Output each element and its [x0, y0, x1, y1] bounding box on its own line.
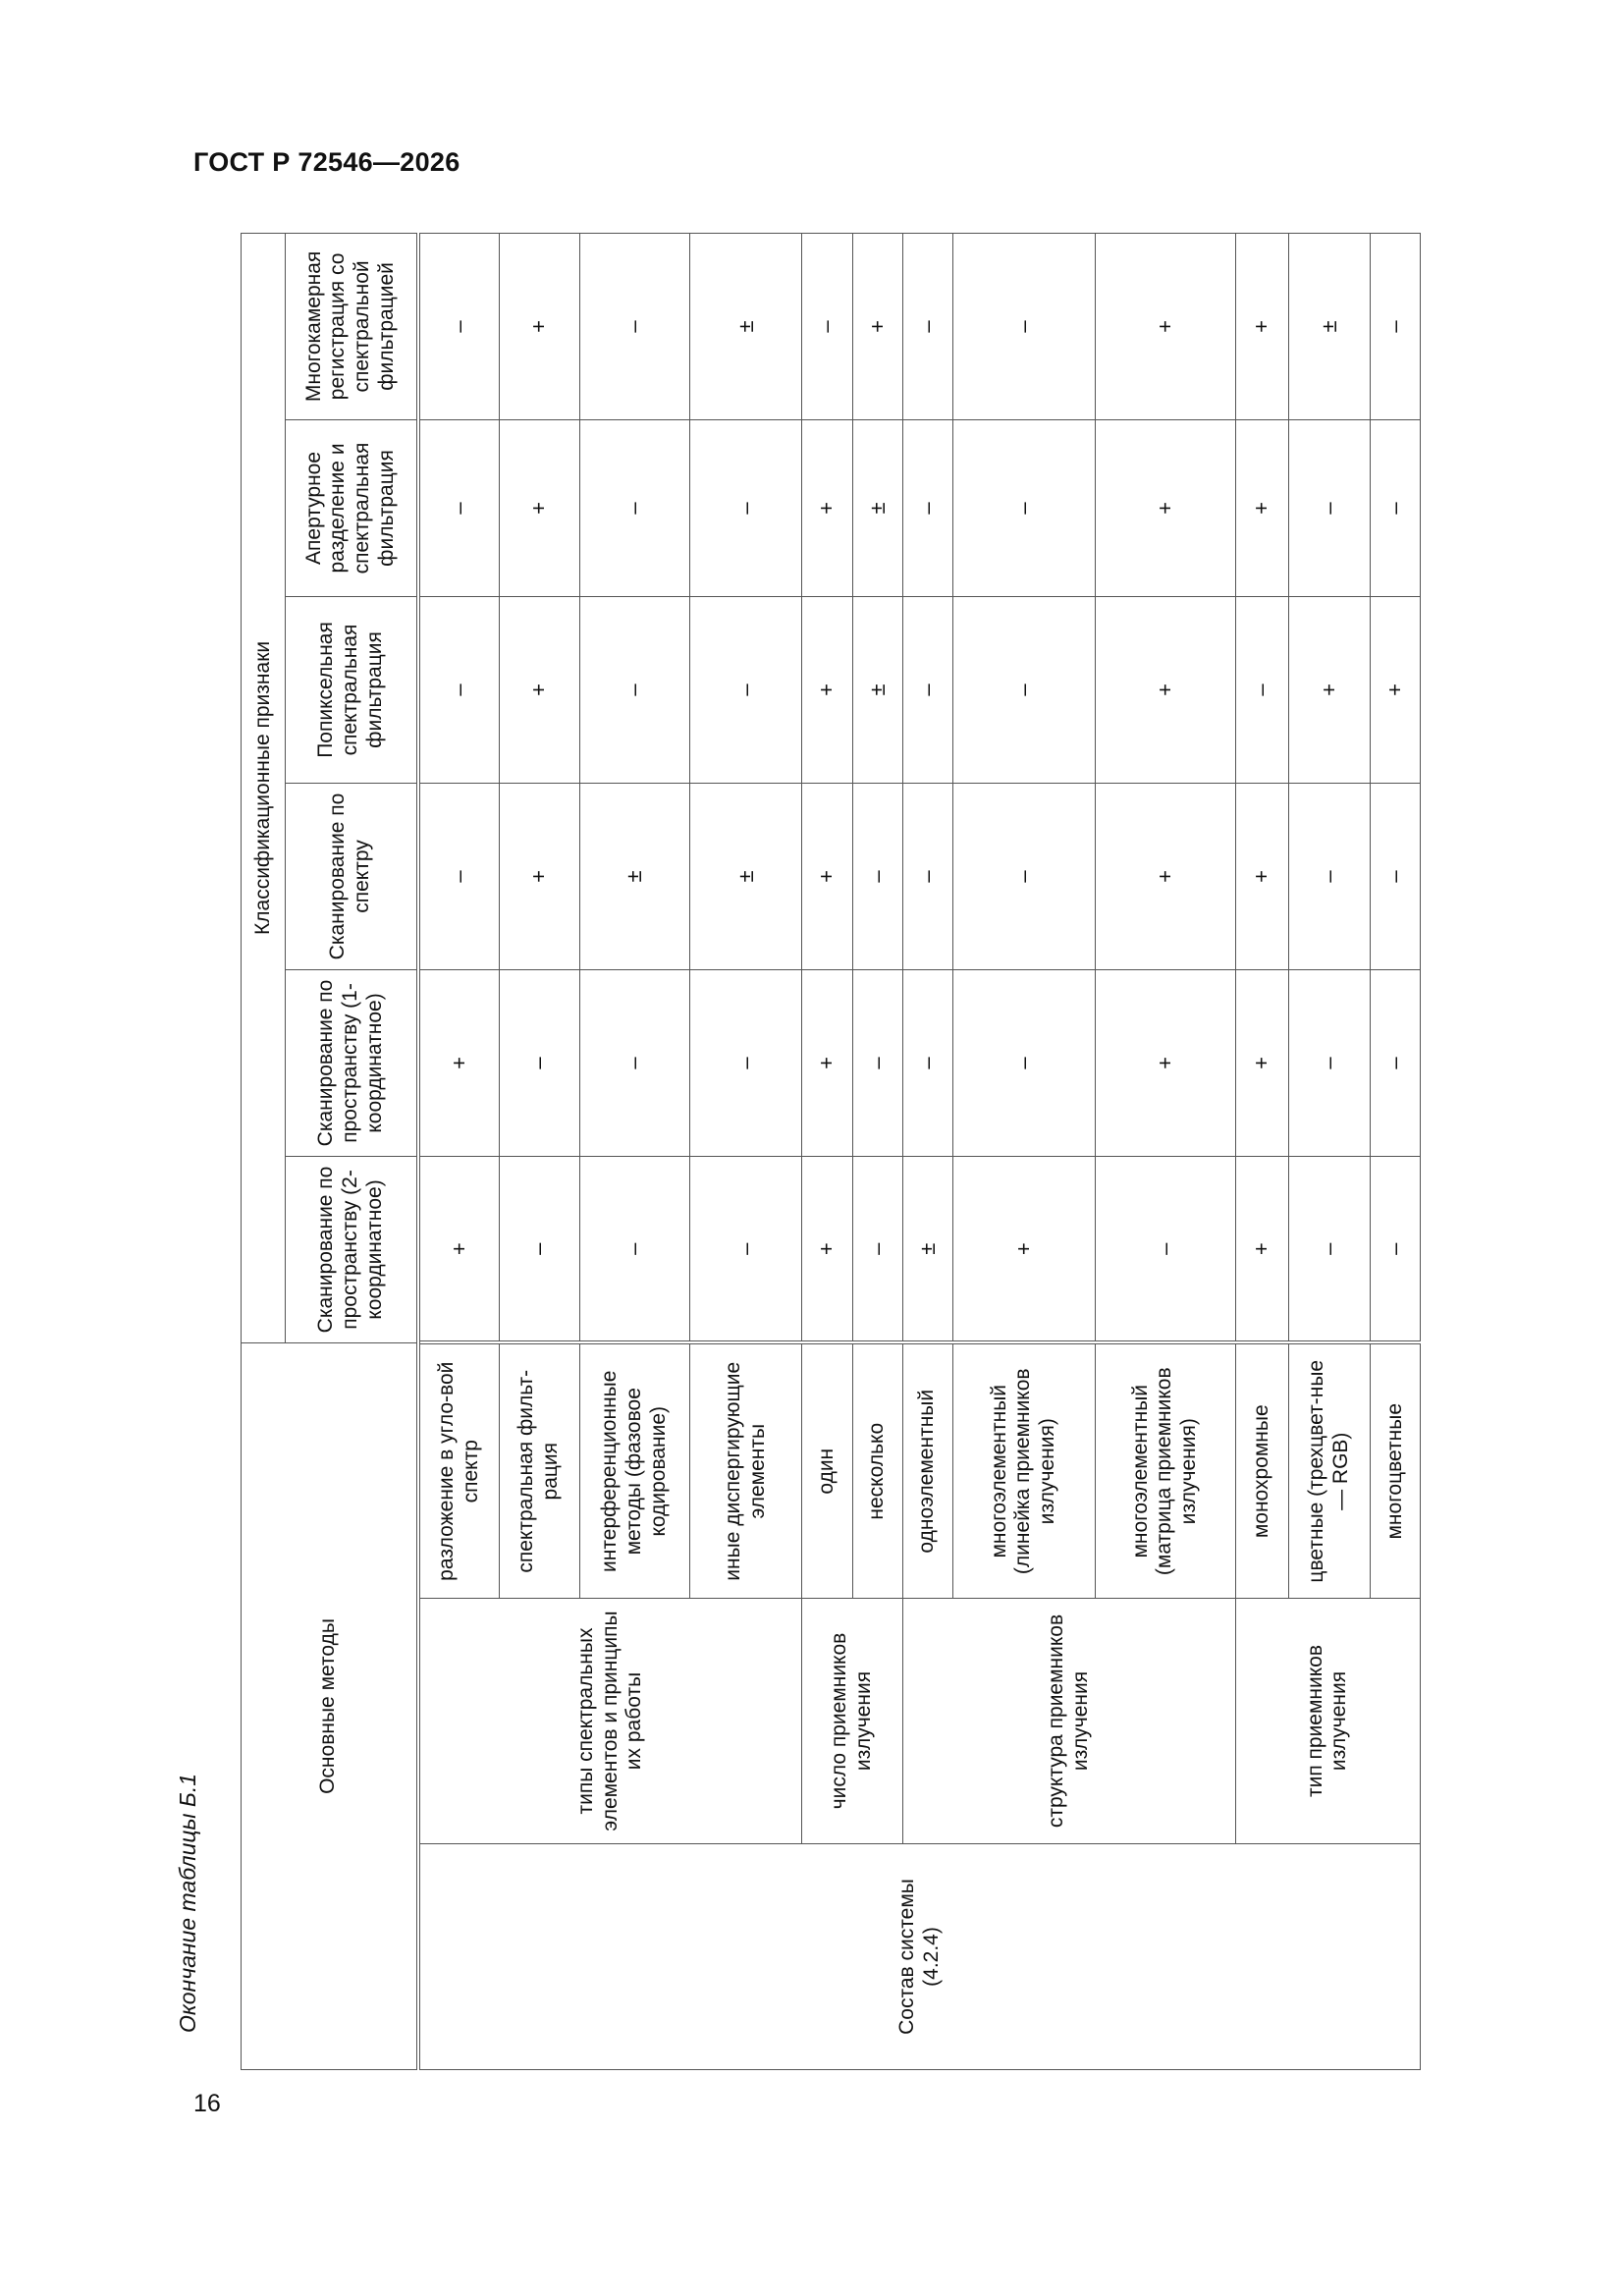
column-header: Сканирование по пространству (2-координатное): [286, 1156, 418, 1342]
table-cell: +: [1370, 596, 1420, 783]
table-cell: –: [418, 233, 500, 419]
table-cell: –: [852, 969, 902, 1156]
table-cell: +: [1095, 596, 1235, 783]
table-cell: +: [499, 783, 579, 969]
table-cell: –: [902, 969, 952, 1156]
row-label: спектральная фильт-рация: [499, 1342, 579, 1598]
table-cell: –: [1289, 783, 1371, 969]
table-cell: –: [579, 969, 689, 1156]
table-cell: +: [1289, 596, 1371, 783]
table-cell: +: [499, 233, 579, 419]
classification-table-container: [241, 234, 1421, 2070]
table-cell: –: [1289, 1156, 1371, 1342]
row-label: многоцветные: [1370, 1342, 1420, 1598]
table-cell: –: [902, 233, 952, 419]
table-cell: +: [418, 1156, 500, 1342]
document-header: ГОСТ Р 72546—2026: [193, 147, 460, 177]
table-cell: –: [579, 233, 689, 419]
table-cell: –: [952, 783, 1095, 969]
table-cell: –: [418, 783, 500, 969]
column-header: Попиксельная спектральная фильтрация: [286, 596, 418, 783]
table-cell: –: [952, 596, 1095, 783]
table-cell: –: [418, 419, 500, 596]
group-label: типы спектральных элементов и принципы их работы: [418, 1599, 802, 1844]
table-cell: –: [499, 1156, 579, 1342]
table-cell: +: [499, 419, 579, 596]
table-cell: –: [902, 419, 952, 596]
table-cell: –: [499, 969, 579, 1156]
row-label: интерференционные методы (фазовое кодирование): [579, 1342, 689, 1598]
row-label: несколько: [852, 1342, 902, 1598]
table-cell: ±: [579, 783, 689, 969]
methods-header: Основные методы: [242, 1342, 418, 2069]
column-header: Многокамерная регистрация со спектральной фильтрацией: [286, 233, 418, 419]
row-label: иные диспергирующие элементы: [689, 1342, 801, 1598]
table-cell: +: [802, 596, 852, 783]
table-cell: –: [852, 1156, 902, 1342]
table-cell: +: [1095, 783, 1235, 969]
table-cell: –: [1235, 596, 1288, 783]
table-cell: ±: [689, 233, 801, 419]
table-cell: –: [689, 596, 801, 783]
table-cell: +: [852, 233, 902, 419]
classification-table: [241, 233, 1421, 2070]
column-header: Сканирование по пространству (1-координатное): [286, 969, 418, 1156]
table-cell: +: [1235, 1156, 1288, 1342]
table-cell: –: [802, 233, 852, 419]
column-header: Сканирование по спектру: [286, 783, 418, 969]
table-cell: –: [1370, 233, 1420, 419]
section-label: Состав системы (4.2.4): [418, 1844, 1421, 2070]
table-cell: –: [1370, 419, 1420, 596]
table-cell: +: [802, 783, 852, 969]
table-cell: –: [1289, 419, 1371, 596]
row-label: одноэлементный: [902, 1342, 952, 1598]
row-label: многоэлементный (матрица приемников излучения): [1095, 1342, 1235, 1598]
page-number: 16: [193, 2090, 221, 2117]
table-cell: +: [499, 596, 579, 783]
row-label: один: [802, 1342, 852, 1598]
table-cell: –: [902, 596, 952, 783]
table-cell: +: [1235, 419, 1288, 596]
table-row: [902, 233, 952, 2069]
table-row: [418, 233, 500, 2069]
row-label: многоэлементный (линейка приемников излучения): [952, 1342, 1095, 1598]
group-label: тип приемников излучения: [1235, 1599, 1420, 1844]
row-label: цветные (трехцвет-ные — RGB): [1289, 1342, 1371, 1598]
table-cell: –: [689, 419, 801, 596]
table-caption: Окончание таблицы Б.1: [175, 1773, 200, 2033]
group-label: число приемников излучения: [802, 1599, 902, 1844]
table-cell: +: [1235, 783, 1288, 969]
column-header: Апертурное разделение и спектральная фильтрация: [286, 419, 418, 596]
table-cell: –: [579, 1156, 689, 1342]
table-cell: +: [418, 969, 500, 1156]
table-cell: +: [1095, 419, 1235, 596]
group-label: структура приемников излучения: [902, 1599, 1235, 1844]
table-cell: ±: [902, 1156, 952, 1342]
table-cell: ±: [852, 419, 902, 596]
table-cell: –: [689, 1156, 801, 1342]
table-cell: –: [1095, 1156, 1235, 1342]
table-cell: –: [579, 419, 689, 596]
table-cell: –: [902, 783, 952, 969]
table-cell: +: [802, 419, 852, 596]
table-row: [1235, 233, 1288, 2069]
table-cell: +: [1235, 969, 1288, 1156]
table-cell: –: [852, 783, 902, 969]
table-cell: –: [952, 969, 1095, 1156]
table-cell: –: [1289, 969, 1371, 1156]
row-label: монохромные: [1235, 1342, 1288, 1598]
table-cell: –: [418, 596, 500, 783]
table-cell: +: [1095, 969, 1235, 1156]
table-cell: ±: [689, 783, 801, 969]
table-cell: +: [1095, 233, 1235, 419]
table-cell: +: [802, 1156, 852, 1342]
group-header: Классификационные признаки: [242, 233, 286, 1342]
row-label: разложение в угло-вой спектр: [418, 1342, 500, 1598]
table-cell: +: [952, 1156, 1095, 1342]
table-cell: –: [579, 596, 689, 783]
table-cell: +: [802, 969, 852, 1156]
table-cell: –: [1370, 783, 1420, 969]
table-cell: –: [689, 969, 801, 1156]
table-cell: –: [952, 233, 1095, 419]
table-row: [802, 233, 852, 2069]
table-cell: ±: [1289, 233, 1371, 419]
table-cell: –: [1370, 969, 1420, 1156]
table-cell: –: [952, 419, 1095, 596]
table-cell: +: [1235, 233, 1288, 419]
table-cell: ±: [852, 596, 902, 783]
table-cell: –: [1370, 1156, 1420, 1342]
